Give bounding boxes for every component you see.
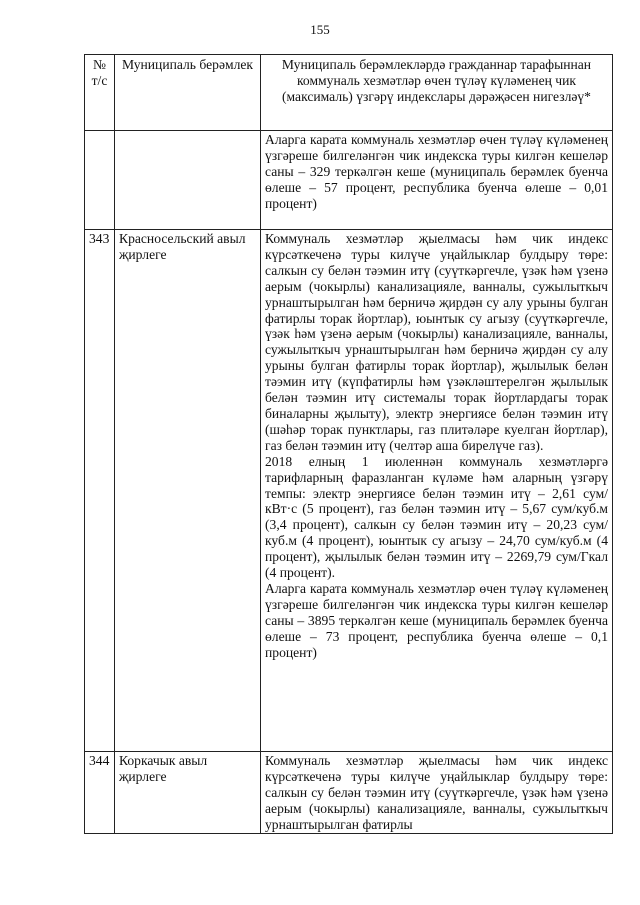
row-municipality: Красносельский авыл җирлеге	[115, 230, 261, 752]
row-number	[85, 131, 115, 230]
table-row-continuation	[85, 131, 613, 230]
municipal-index-table	[84, 54, 613, 834]
paragraph: Коммуналь хезмәтләр җыелмасы һәм чик индекс күрсәткеченә туры килүче уңайлыклар булдыру төре: салкын су белән тәэмин итү (суүткәргечле, үзәк һәм үзенә аерым (чокырлы) канализацияле, ванналы, сужылыткыч урнаштырылган фатирлы	[265, 753, 608, 832]
paragraph: Аларга карата коммуналь хезмәтләр өчен түләү күләменең үзгәреше билгеләнгән чик индекска туры килгән кешеләр саны – 3895 теркәлгән кеше (муниципаль берәмлек буенча өлеше – 73 процент, республика буенча өлеше – 0,1 процент)	[265, 580, 608, 660]
table-row-344	[85, 752, 613, 834]
table-header-row	[85, 55, 613, 131]
header-municipality: Муниципаль берәмлек	[115, 55, 261, 131]
row-municipality	[115, 131, 261, 230]
row-number: 344	[85, 752, 115, 834]
page-number: 155	[310, 22, 330, 37]
row-municipality: Коркачык авыл җирлеге	[115, 752, 261, 834]
row-basis-text	[261, 131, 613, 230]
row-basis-text	[261, 752, 613, 834]
table-row-343	[85, 230, 613, 752]
header-number: № т/с	[85, 55, 115, 131]
paragraph: Аларга карата коммуналь хезмәтләр өчен түләү күләменең үзгәреше билгеләнгән чик индекска туры килгән кешеләр саны – 329 теркәлгән кеше (муниципаль берәмлек буенча өлеше – 57 процент, республика буенча өлеше – 0,01 процент)	[265, 132, 608, 211]
header-basis: Муниципаль берәмлекләрдә гражданнар тарафыннан коммуналь хезмәтләр өчен түләү күләменең чик (максималь) үзгәрү индекслары дәрәҗәсен нигезләү*	[261, 55, 613, 131]
row-number: 343	[85, 230, 115, 752]
paragraph: 2018 елның 1 июленнән коммуналь хезмәтләргә тарифларның фаразланган күләме һәм аларның үзгәрү темпы: электр энергиясе белән тәэмин итү – 2,61 сум/кВт·с (5 процент), газ белән тәэмин итү – 5,67 сум/куб.м (3,4 процент), салкын су белән тәэмин итү – 20,23 сум/куб.м (4 процент), юынтык су агызу – 24,70 сум/куб.м (4 процент), җылылык белән тәэмин итү – 2269,79 сум/Гкал (4 процент).	[265, 453, 608, 581]
paragraph: Коммуналь хезмәтләр җыелмасы һәм чик индекс күрсәткеченә туры килүче уңайлыклар булдыру төре: салкын су белән тәэмин итү (суүткәргечле, үзәк һәм үзенә аерым (чокырлы) канализацияле, ванналы, сужылыткыч урнаштырылган һәм берничә җирдән су алу урыны булган фатирлы торак йортлар), юынтык су агызу (суүткәргечле, үзәк һәм үзенә аерым (чокырлы) канализацияле, ванналы, сужылыткыч урнаштырылган һәм берничә җирдән су алу урыны булган фатирлы торак йортлар), җылылык белән тәэмин итү (күпфатирлы һәм үзәкләштерелгән җылылык белән тәэмин итү системалы торак йортлардагы торак биналарны җылыту), электр энергиясе белән тәэмин итү (шәһәр торак пунктлары, газ плитәләре куелган йортлар), газ белән тәэмин итү (челтәр аша бирелүче газ).	[265, 231, 608, 453]
row-basis-text	[261, 230, 613, 752]
